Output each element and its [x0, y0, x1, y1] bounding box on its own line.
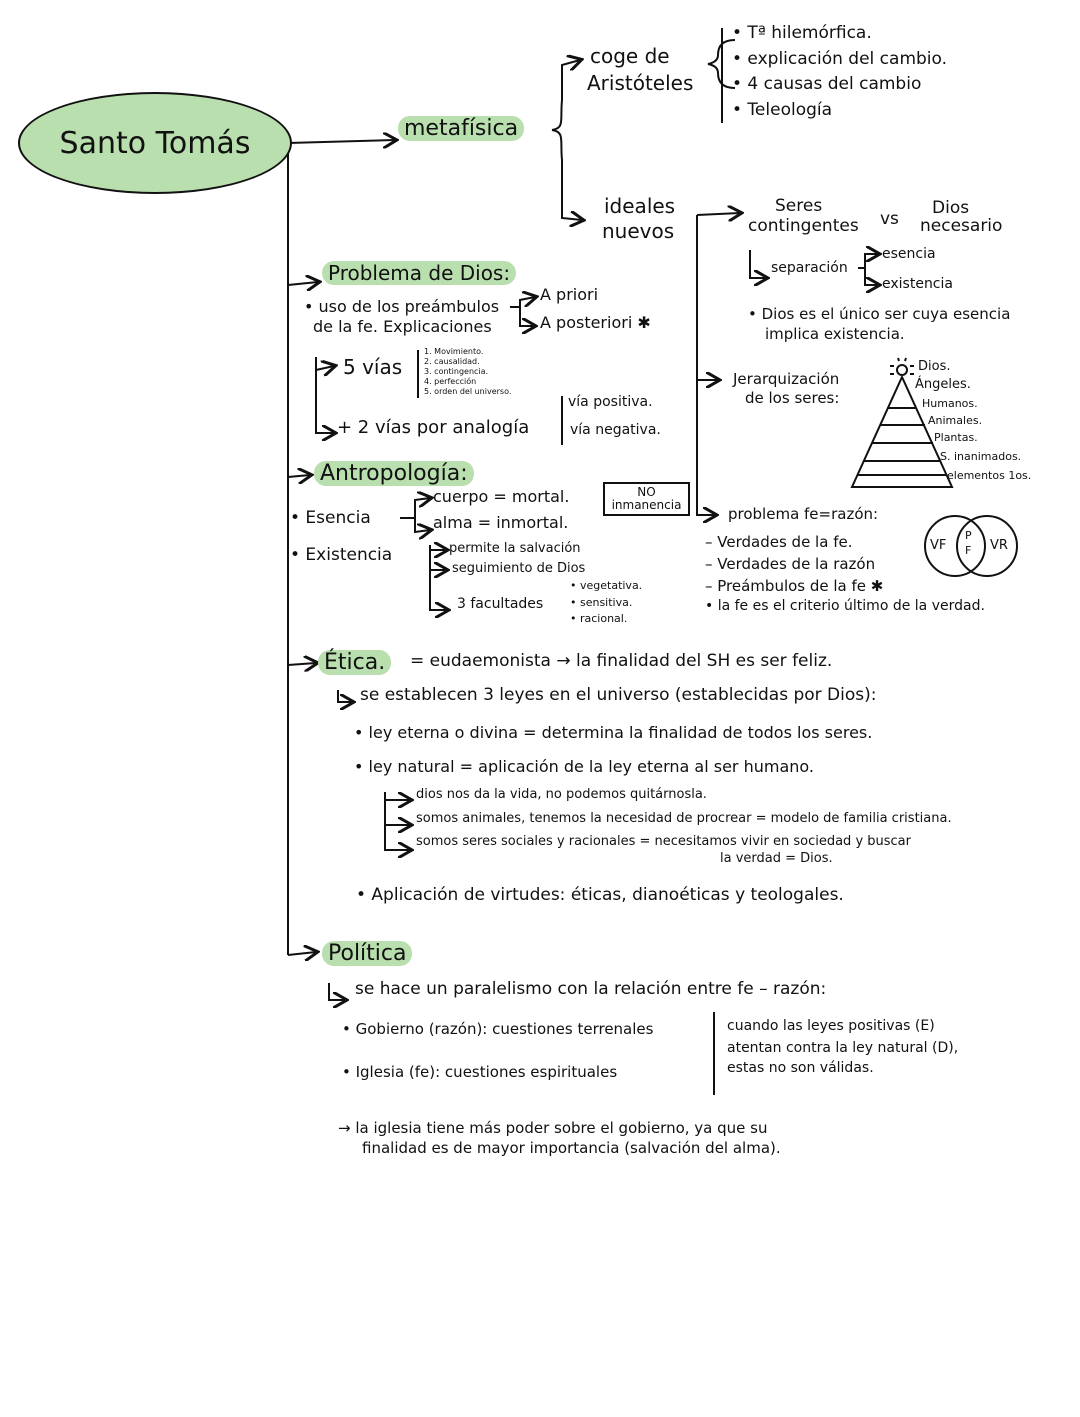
- conclusion: → la iglesia tiene más poder sobre el gobierno, ya que su: [338, 1119, 768, 1137]
- verdades-item: – Verdades de la razón: [705, 555, 876, 573]
- metafisica-node[interactable]: metafísica: [398, 116, 524, 141]
- coge-item: • 4 causas del cambio: [732, 74, 922, 94]
- facultad-item: • racional.: [570, 612, 628, 625]
- pyramid-level: S. inanimados.: [940, 450, 1022, 463]
- ley-natural-sub-cont: la verdad = Dios.: [720, 851, 833, 866]
- cuerpo-mortal: cuerpo = mortal.: [433, 487, 570, 506]
- existencia-label: existencia: [882, 276, 953, 292]
- venn-right: VR: [990, 538, 1008, 553]
- ley-natural-sub: somos seres sociales y racionales = necesitamos vivir en sociedad y buscar: [416, 834, 911, 849]
- pyramid-level: elementos 1os.: [947, 469, 1032, 482]
- etica-node[interactable]: Ética.: [318, 650, 391, 675]
- ley-natural-sub: dios nos da la vida, no podemos quitárnosla.: [416, 787, 707, 802]
- seres-label: Seres: [775, 196, 823, 216]
- tres-facultades: 3 facultades: [457, 596, 544, 612]
- tres-leyes: se establecen 3 leyes en el universo (establecidas por Dios):: [360, 685, 877, 705]
- jerarquia-label-2: de los seres:: [745, 389, 840, 407]
- contingentes-label: contingentes: [748, 216, 859, 236]
- cuando-leyes-2: atentan contra la ley natural (D),: [727, 1040, 959, 1056]
- seguimiento-dios: seguimiento de Dios: [452, 561, 586, 576]
- coge-label-2: Aristóteles: [587, 71, 694, 95]
- via-negativa: vía negativa.: [570, 422, 661, 438]
- dios-label: Dios: [932, 198, 970, 218]
- separacion-label: separación: [771, 260, 848, 276]
- via-item: 5. orden del universo.: [424, 387, 512, 396]
- uso-preambulos-2: de la fe. Explicaciones: [313, 317, 492, 336]
- a-priori: A priori: [540, 285, 599, 304]
- via-item: 4. perfección: [424, 377, 477, 386]
- a-posteriori: A posteriori ✱: [540, 313, 651, 332]
- iglesia: • Iglesia (fe): cuestiones espirituales: [342, 1063, 618, 1081]
- gobierno: • Gobierno (razón): cuestiones terrenales: [342, 1020, 654, 1038]
- paralelismo: se hace un paralelismo con la relación entre fe – razón:: [355, 979, 827, 999]
- dios-unico-text-2: implica existencia.: [765, 325, 905, 343]
- coge-label: coge de: [590, 44, 670, 68]
- coge-item: • Teleología: [732, 100, 833, 120]
- cuando-leyes: cuando las leyes positivas (E): [727, 1018, 935, 1034]
- virtudes: • Aplicación de virtudes: éticas, dianoéticas y teologales.: [356, 885, 844, 905]
- alma-inmortal: alma = inmortal.: [433, 513, 569, 532]
- problema-dios-node[interactable]: Problema de Dios:: [322, 262, 516, 285]
- ideales-label: ideales: [604, 194, 676, 218]
- existencia-label: • Existencia: [290, 545, 393, 565]
- esencia-label: • Esencia: [290, 508, 371, 528]
- esencia-label: esencia: [882, 246, 936, 262]
- pyramid-level: Dios.: [918, 359, 951, 374]
- verdades-item: – Preámbulos de la fe ✱: [705, 577, 884, 595]
- venn-left: VF: [930, 538, 947, 553]
- venn-mid-2: F: [965, 544, 972, 557]
- cuando-leyes-3: estas no son válidas.: [727, 1060, 874, 1076]
- coge-item: • explicación del cambio.: [732, 49, 948, 69]
- via-positiva: vía positiva.: [568, 394, 653, 410]
- necesario-label: necesario: [920, 216, 1003, 236]
- verdades-item: • la fe es el criterio último de la verdad.: [705, 598, 985, 614]
- etica-def: = eudaemonista → la finalidad del SH es ser feliz.: [410, 651, 833, 671]
- ley-natural: • ley natural = aplicación de la ley eterna al ser humano.: [354, 757, 814, 776]
- politica-node[interactable]: Política: [322, 941, 412, 966]
- problema-fe-razon: problema fe=razón:: [728, 505, 879, 523]
- conclusion-2: finalidad es de mayor importancia (salvación del alma).: [362, 1139, 781, 1157]
- ley-natural-sub: somos animales, tenemos la necesidad de procrear = modelo de familia cristiana.: [416, 811, 952, 826]
- pyramid-level: Humanos.: [922, 397, 978, 410]
- analogia-label: + 2 vías por analogía: [337, 417, 530, 438]
- vs-label: vs: [880, 209, 899, 229]
- root-node[interactable]: [18, 92, 292, 194]
- pyramid-level: Animales.: [928, 414, 983, 427]
- verdades-item: – Verdades de la fe.: [705, 533, 853, 551]
- coge-item: • Tª hilemórfica.: [732, 23, 872, 43]
- permite-salvacion: permite la salvación: [449, 541, 581, 556]
- antropologia-node[interactable]: Antropología:: [314, 461, 474, 486]
- uso-preambulos: • uso de los preámbulos: [304, 297, 500, 316]
- ley-eterna: • ley eterna o divina = determina la finalidad de todos los seres.: [354, 723, 873, 742]
- venn-mid: P: [965, 529, 972, 542]
- dios-unico-text: • Dios es el único ser cuya esencia: [748, 305, 1011, 323]
- jerarquia-label: Jerarquización: [733, 370, 840, 388]
- facultad-item: • sensitiva.: [570, 596, 633, 609]
- facultad-item: • vegetativa.: [570, 579, 643, 592]
- via-item: 1. Movimiento.: [424, 347, 484, 356]
- pyramid-level: Ángeles.: [915, 377, 971, 392]
- via-item: 2. causalidad.: [424, 357, 480, 366]
- root-title: Santo Tomás: [59, 125, 251, 161]
- pyramid-level: Plantas.: [934, 431, 978, 444]
- cinco-vias: 5 vías: [343, 355, 403, 379]
- no-inmanencia-box: NO inmanencia: [603, 482, 690, 516]
- ideales-label-2: nuevos: [602, 219, 675, 243]
- via-item: 3. contingencia.: [424, 367, 489, 376]
